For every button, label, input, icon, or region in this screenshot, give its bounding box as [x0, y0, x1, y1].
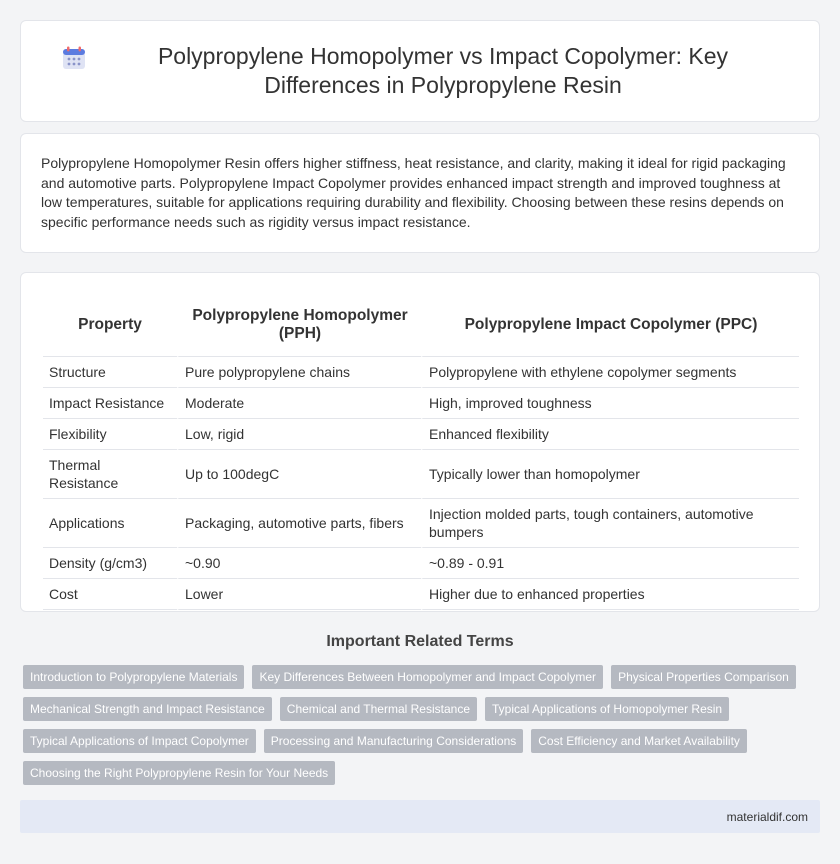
- ppc-value: Injection molded parts, tough containers, automotive bumpers: [421, 499, 799, 548]
- header-property: Property: [43, 293, 177, 357]
- row-label: Thermal Resistance: [43, 450, 177, 499]
- ppc-value: Polypropylene with ethylene copolymer segments: [421, 357, 799, 388]
- table-row: [43, 388, 799, 419]
- table-row: [43, 579, 799, 610]
- pph-value: ~0.90: [177, 548, 421, 579]
- pph-value: Pure polypropylene chains: [177, 357, 421, 388]
- header-homopolymer: Polypropylene Homopolymer (PPH): [177, 293, 421, 357]
- related-terms-title: Important Related Terms: [326, 633, 514, 650]
- comparison-table: [43, 293, 799, 610]
- table-row: [43, 419, 799, 450]
- related-term-tag[interactable]: Processing and Manufacturing Considerations: [264, 729, 523, 753]
- related-term-tag[interactable]: Chemical and Thermal Resistance: [280, 697, 477, 721]
- page-title: Polypropylene Homopolymer vs Impact Copolymer: Key Differences in Polypropylene Resin: [157, 43, 729, 98]
- table-row: [43, 450, 799, 499]
- pph-value: Low, rigid: [177, 419, 421, 450]
- row-label: Flexibility: [43, 419, 177, 450]
- related-term-tag[interactable]: Typical Applications of Homopolymer Resin: [485, 697, 729, 721]
- intro-card: [20, 133, 820, 253]
- footer-bar: [20, 800, 820, 833]
- table-row: [43, 499, 799, 548]
- title-card: [20, 20, 820, 122]
- ppc-value: Typically lower than homopolymer: [421, 450, 799, 499]
- related-terms-list: [23, 665, 823, 785]
- ppc-value: Higher due to enhanced properties: [421, 579, 799, 610]
- related-term-tag[interactable]: Typical Applications of Impact Copolymer: [23, 729, 256, 753]
- footer-site-link[interactable]: materialdif.com: [726, 809, 808, 824]
- table-row: [43, 357, 799, 388]
- table-row: [43, 548, 799, 579]
- related-term-tag[interactable]: Cost Efficiency and Market Availability: [531, 729, 747, 753]
- row-label: Cost: [43, 579, 177, 610]
- related-term-tag[interactable]: Key Differences Between Homopolymer and Impact Copolymer: [252, 665, 603, 689]
- row-label: Density (g/cm3): [43, 548, 177, 579]
- related-term-tag[interactable]: Choosing the Right Polypropylene Resin for Your Needs: [23, 761, 335, 785]
- row-label: Structure: [43, 357, 177, 388]
- related-term-tag[interactable]: Mechanical Strength and Impact Resistance: [23, 697, 272, 721]
- ppc-value: ~0.89 - 0.91: [421, 548, 799, 579]
- title-wrap: [21, 21, 819, 121]
- related-term-tag[interactable]: Physical Properties Comparison: [611, 665, 796, 689]
- pph-value: Packaging, automotive parts, fibers: [177, 499, 421, 548]
- comparison-card: [20, 272, 820, 612]
- intro-paragraph: Polypropylene Homopolymer Resin offers higher stiffness, heat resistance, and clarity, making it ideal for rigid packaging and automotive parts. Polypropylene Impact Copolymer provides enhanced impact strength and improved toughness at low temperatures, suitable for applications requiring durability and flexibility. Choosing between these resins depends on specific performance needs such as rigidity versus impact resistance.: [41, 155, 786, 230]
- row-label: Impact Resistance: [43, 388, 177, 419]
- pph-value: Moderate: [177, 388, 421, 419]
- ppc-value: Enhanced flexibility: [421, 419, 799, 450]
- header-copolymer: Polypropylene Impact Copolymer (PPC): [421, 293, 799, 357]
- pph-value: Lower: [177, 579, 421, 610]
- pph-value: Up to 100degC: [177, 450, 421, 499]
- row-label: Applications: [43, 499, 177, 548]
- calendar-icon: [61, 45, 87, 71]
- related-term-tag[interactable]: Introduction to Polypropylene Materials: [23, 665, 244, 689]
- ppc-value: High, improved toughness: [421, 388, 799, 419]
- table-header-row: [43, 293, 799, 357]
